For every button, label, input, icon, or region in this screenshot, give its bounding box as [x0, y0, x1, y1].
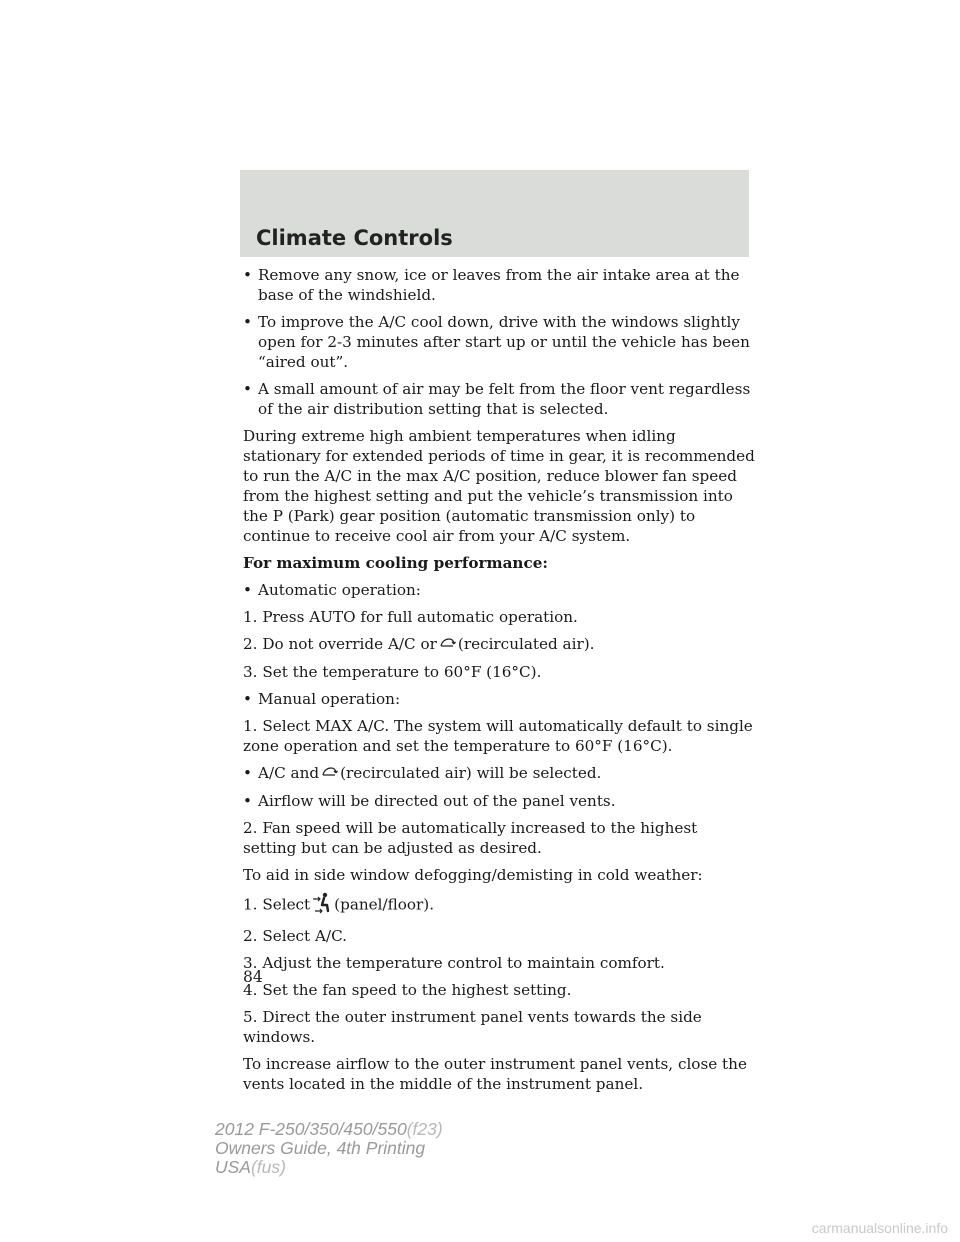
subheading: For maximum cooling performance:: [243, 554, 548, 572]
step: 1. Press AUTO for full automatic operation.: [243, 608, 578, 626]
step: 2. Select A/C.: [243, 927, 347, 945]
list-item: • Automatic operation:: [243, 580, 755, 600]
list-item: • A small amount of air may be felt from the floor vent regardless of the air distribution setting that is selected.: [243, 379, 755, 419]
step: 3. Adjust the temperature control to maintain comfort.: [243, 954, 665, 972]
footer-line: [215, 1158, 443, 1177]
footer-model: 2012 F-250/350/450/550: [215, 1119, 407, 1139]
list-item: • Manual operation:: [243, 689, 755, 709]
step: 2. Fan speed will be automatically increased to the highest setting but can be adjusted as desired.: [243, 819, 698, 857]
list-item-text: (recirculated air) will be selected.: [340, 764, 602, 782]
paragraph: During extreme high ambient temperatures when idling stationary for extended periods of time in gear, it is recommended to run the A/C in the max A/C position, reduce blower fan speed from the highest setting and put the vehicle’s transmission into the P (Park) gear position (automatic transmission only) to continue to receive cool air from your A/C system.: [243, 427, 755, 545]
step-text: 2. Do not override A/C or: [243, 635, 437, 653]
paragraph: To aid in side window defogging/demisting in cold weather:: [243, 866, 703, 884]
section-header: [240, 170, 749, 257]
section-title: Climate Controls: [256, 226, 453, 250]
footer-market: USA: [215, 1157, 251, 1177]
step: 4. Set the fan speed to the highest setting.: [243, 981, 572, 999]
step: [243, 892, 755, 919]
watermark: carmanualsonline.info: [811, 1220, 948, 1236]
footer-code: (fus): [250, 1157, 286, 1177]
recirculated-air-icon: [321, 764, 338, 784]
list-item: • To improve the A/C cool down, drive with the windows slightly open for 2-3 minutes after start up or until the vehicle has been “aired out”.: [243, 312, 755, 372]
list-item-text: A/C and: [258, 764, 320, 782]
step: 1. Select MAX A/C. The system will automatically default to single zone operation and set the temperature to 60°F (16°C).: [243, 717, 753, 755]
step-text: (panel/floor).: [334, 895, 435, 914]
paragraph: To increase airflow to the outer instrument panel vents, close the vents located in the middle of the instrument panel.: [243, 1055, 747, 1093]
step-text: 1. Select: [243, 895, 311, 914]
list-item: • Airflow will be directed out of the panel vents.: [243, 791, 755, 811]
step: 3. Set the temperature to 60°F (16°C).: [243, 663, 542, 681]
page-content: [243, 265, 755, 1101]
panel-floor-icon: [312, 892, 332, 919]
recirculated-air-icon: [439, 635, 456, 655]
footer: [215, 1120, 443, 1177]
page-number: 84: [243, 968, 263, 986]
list-item: [243, 763, 755, 784]
step: [243, 634, 755, 655]
footer-line: [215, 1120, 443, 1139]
step: 5. Direct the outer instrument panel vents towards the side windows.: [243, 1008, 702, 1046]
footer-code: (f23): [406, 1119, 443, 1139]
list-item: • Remove any snow, ice or leaves from the air intake area at the base of the windshield.: [243, 265, 755, 305]
step-text: (recirculated air).: [457, 635, 595, 653]
footer-line: Owners Guide, 4th Printing: [215, 1138, 426, 1158]
